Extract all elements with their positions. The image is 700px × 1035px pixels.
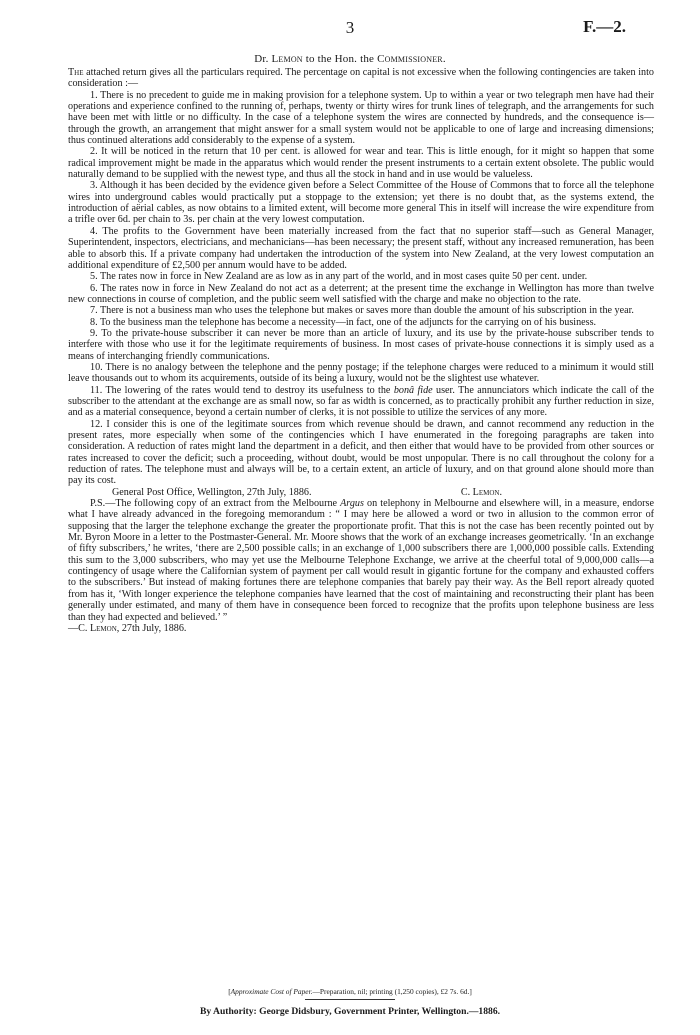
signature-row — [68, 487, 654, 498]
paragraph-11-after: user. The annunciators which indicate the call of the subscriber to the attendant at the exchange are as small now, so far as width is concerned, as to practically prohibit any further reduction in size, and as a material consequence, beyond a certain number of clerks, it is not possible to utilize the services of any more. — [68, 384, 654, 419]
postscript — [68, 498, 654, 623]
signature-surname: Lemon. — [472, 486, 502, 498]
postscript-after: on telephony in Melbourne and elsewhere will, in a measure, endorse what I have already advanced in the foregoing memorandum : “ I may here be allowed a word or two in allusion to the common error of supposing that the larger the telephone exchange the greater the proportionate profit. That this is not the case has been recently pointed out by Mr. Byron Moore in a letter to the Postmaster-General. Mr. Moore shows that the work of an exchange increases geometrically. ‘In an exchange of fifty subscribers,’ he writes, ‘there are 2,500 possible calls; in an exchange of 1,000 subscribers there are 1,000,000 possible calls. Extending this sum to the 3,000 subscribers, who may yet use the Melbourne Telephone Exchange, we arrive at the cheerful total of 9,000,000 calls—a contingency of usage where the Californian system of payment per call would result in gigantic fortune for the company and exhausted coffers to the subscribers.’ But instead of making fortunes there are telephone companies that barely pay their way. As the Bell report already quoted from has it, ‘With longer experience the telephone companies have learned that the cost of maintaining and reconstructing their plant has been generally under estimated, and many of them have in consequence been forced to recognize that the profits upon telephone business are less than they had expected and believed.’ ” — [68, 498, 654, 623]
intro-first-word: The — [68, 67, 84, 78]
paragraph-12: 12. I consider this is one of the legitimate sources from which revenue should be drawn, and cannot recommend any reduction in the present rates, more especially when some of the contingencies which I have enumerated in the foregoing paragraphs are taken into consideration. A reduction of rates might land the department in a deficit, and then either that would have to be provided from other sources or rates increased to cover the deficit; such a proceeding, without doubt, would be most unpopular. There is no call throughout the colony for a reduction of rates. The telephone must and always will be, to a certain extent, an article of luxury, and on that ground alone should more than pay its cost. — [68, 418, 654, 487]
heading-prefix: Dr. — [254, 53, 272, 65]
paragraph-1: 1. There is no precedent to guide me in making provision for a telephone system. Up to within a year or two telegraph men have had their operations and experience confined to the running of, perhaps, twenty or thirty wires for trunk lines of telegraph, and the arrangements for such have been met with little or no difficulty. In the case of a telephone system the wires are connected by hundreds, and the consequence is—through the growth, an arrangement that might answer for a small system would not be applicable to one of large and increasing dimensions; thus continued alterations add considerably to the expense of a system. — [68, 89, 654, 147]
footnote-open-bracket: [ — [228, 987, 231, 996]
signature-name — [417, 487, 654, 498]
paragraph-9: 9. To the private-house subscriber it can never be more than an article of luxury, and its use by the private-house subscriber tends to interfere with those who use it for the legitimate requirements of business. In most cases of private-house connections it is simply used as a means of interchanging friendly communications. — [68, 327, 654, 362]
paragraph-2: 2. It will be noticed in the return that 10 per cent. is allowed for wear and tear. This is little enough, for it might so happen that some radical improvement might be made in the apparatus which would render the present instruments to a certain extent obsolete. The public would naturally demand to be supplied with the newest type, and thus all the stock in hand and in use would be valueless. — [68, 146, 654, 181]
postscript-newspaper: Argus — [340, 498, 364, 510]
paragraph-3: 3. Although it has been decided by the evidence given before a Select Committee of the House of Commons that to force all the telephone wires into underground cables would practically put a stoppage to the extension; yet there is no doubt that, as the systems extend, the introduction of aërial cables, as now obtains to a limited extent, will become more general This in itself will increase the wire expenditure from a trifle over 6d. per chain to 3s. per chain at the very lowest computation. — [68, 180, 654, 226]
intro-text: attached return gives all the particulars required. The percentage on capital is not excessive when the following contingencies are taken into consideration :— — [68, 67, 654, 90]
paper-cost-footnote — [0, 987, 700, 996]
paragraph-11 — [68, 385, 654, 419]
divider — [305, 999, 395, 1000]
page-number: 3 — [345, 18, 355, 37]
intro-paragraph — [68, 67, 654, 90]
printer-authority: By Authority: George Didsbury, Government Printer, Wellington.—1886. — [199, 1006, 501, 1017]
signature-initial: C. — [460, 486, 473, 498]
paragraph-11-italic: bonâ fide — [393, 384, 433, 396]
heading-from: Lemon — [271, 53, 303, 65]
letter-heading — [0, 53, 700, 65]
footnote-text: —Preparation, nil; printing (1,250 copies), £2 7s. 6d.] — [312, 987, 472, 996]
paragraph-5: 5. The rates now in force in New Zealand are as low as in any part of the world, and in most cases quite 50 per cent. under. — [90, 271, 588, 283]
letter-body — [68, 67, 654, 634]
paragraph-8: 8. To the business man the telephone has become a necessity—in fact, one of the adjuncts for the carrying on of his business. — [90, 316, 597, 328]
paragraph-10: 10. There is no analogy between the telephone and the penny postage; if the telephone charges were reduced to a minimum it would still leave thousands out to whom its acquirements, outside of its being a luxury, would not be the slightest use whatever. — [68, 361, 654, 385]
postscript-sign-date: , 27th July, 1886. — [116, 622, 187, 634]
paragraph-4: 4. The profits to the Government have been materially increased from the fact that no superior staff—such as General Manager, Superintendent, inspectors, electricians, and mechanicians—has been necessary; the present staff, without any increased remuneration, has been able to absorb this. If a private company had undertaken the introduction of the system into New Zealand, at the very lowest computation an additional expenditure of £2,500 per annum would have to be added. — [68, 225, 654, 271]
paragraph-6: 6. The rates now in force in New Zealand do not act as a deterrent; at the present time the exchange in Wellington has more than twelve new connections in course of completion, and the public seem well satisfied with the charge and make no objection to the rate. — [68, 282, 654, 305]
postscript-signature — [68, 623, 654, 634]
heading-to: Commissioner. — [377, 53, 446, 65]
signature-place-date: General Post Office, Wellington, 27th July, 1886. — [112, 486, 312, 498]
heading-middle: to the Hon. the — [302, 53, 378, 65]
paragraph-7: 7. There is not a business man who uses the telephone but makes or saves more than double the amount of his subscription in the year. — [90, 305, 634, 317]
postscript-sign-name: Lemon — [89, 622, 117, 634]
postscript-before: P.S.—The following copy of an extract from the Melbourne — [90, 498, 341, 510]
document-reference: F.—2. — [583, 17, 626, 36]
postscript-sign-prefix: —C. — [68, 622, 90, 634]
footnote-label: Approximate Cost of Paper. — [230, 987, 313, 996]
paragraph-11-before: 11. The lowering of the rates would tend to destroy its usefulness to the — [90, 384, 394, 396]
